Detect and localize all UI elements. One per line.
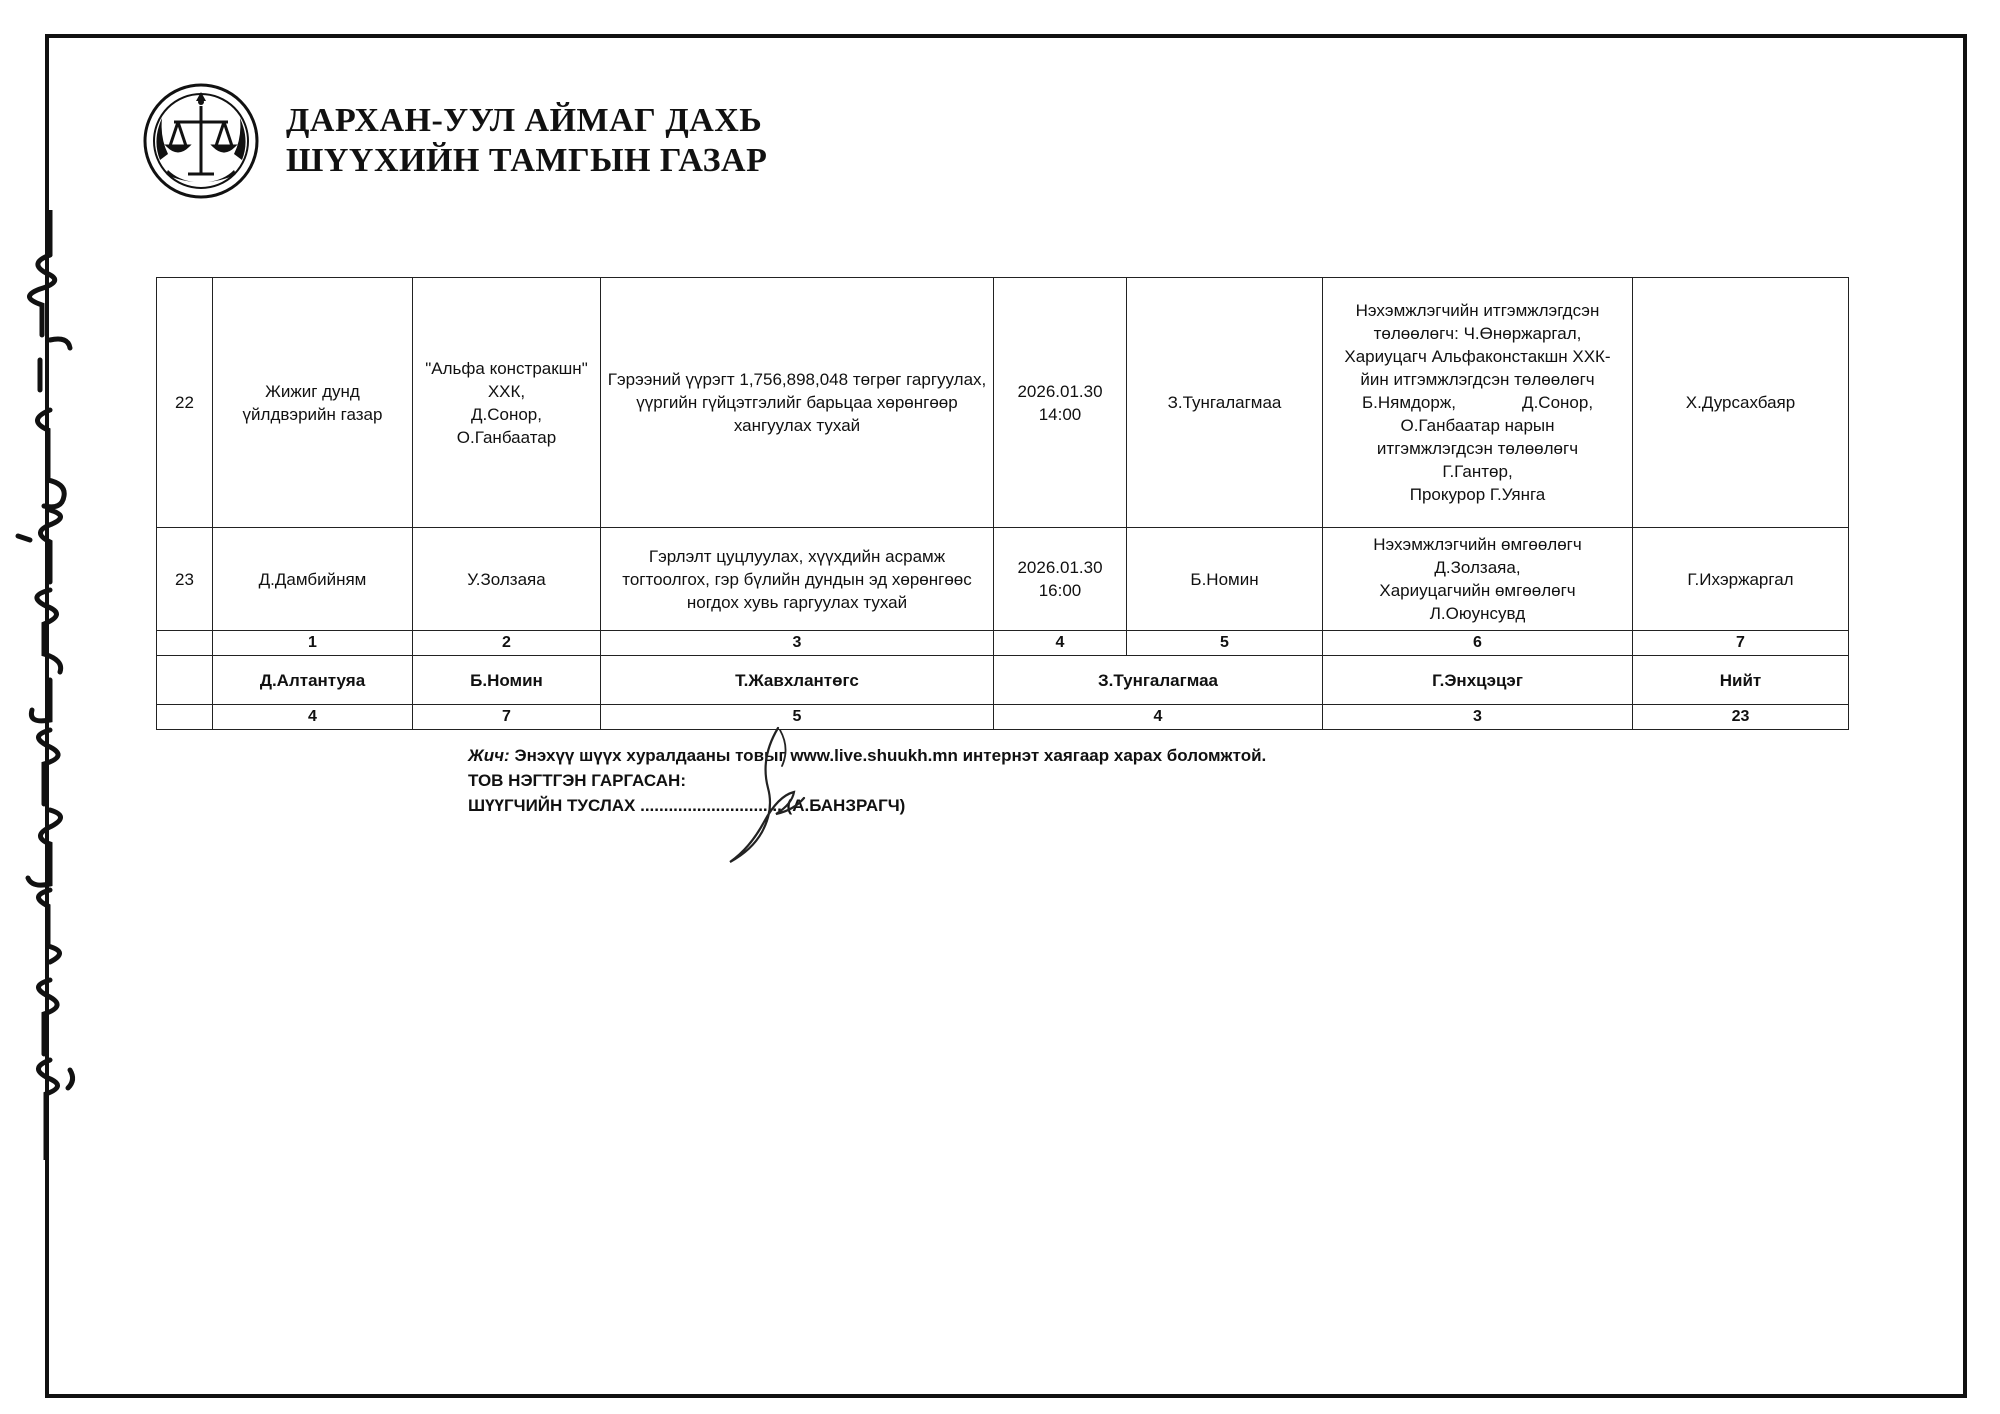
count-summary-row xyxy=(157,705,1849,730)
hearing-time: 16:00 xyxy=(1038,581,1082,600)
case-number-cell: 23 xyxy=(157,528,213,631)
participant-line: Нэхэмжлэгчийн итгэмжлэгдсэн xyxy=(1355,301,1600,320)
empty-cell xyxy=(157,656,213,705)
participant-line: Нэхэмжлэгчийн өмгөөлөгч xyxy=(1373,535,1582,554)
defendant-line: О.Ганбаатар xyxy=(456,427,557,447)
defendant-line: Д.Сонор, xyxy=(471,404,542,424)
column-number: 3 xyxy=(601,631,994,656)
table-row xyxy=(157,528,1849,631)
defendant-line: У.Золзаяа xyxy=(467,569,546,589)
note-line xyxy=(468,743,1266,768)
prepared-label: ТОВ НЭГТГЭН ГАРГАСАН: xyxy=(468,771,686,790)
note-prefix: Жич: xyxy=(468,746,510,765)
office-title-line-2: ШҮҮХИЙН ТАМГЫН ГАЗАР xyxy=(286,142,768,179)
hearing-schedule-table xyxy=(156,277,1849,730)
case-number-cell: 22 xyxy=(157,278,213,528)
defendant-line: ХХК, xyxy=(487,381,526,401)
participants-cell xyxy=(1323,528,1633,631)
participant-line: төлөөлөгч: Ч.Өнөржаргал, xyxy=(1373,324,1582,343)
datetime-cell xyxy=(994,528,1127,631)
summary-count: 4 xyxy=(213,705,413,730)
assistant-line xyxy=(468,793,1266,818)
footer-note xyxy=(468,743,1266,818)
participant-line: Г.Гантөр, xyxy=(1442,462,1513,481)
claim-cell: Гэрлэлт цуцлуулах, хүүхдийн асрамж тогтоолгох, гэр бүлийн дундын эд хөрөнгөөс ногдох хувь гаргуулах тухай xyxy=(601,528,994,631)
column-number: 4 xyxy=(994,631,1127,656)
summary-name: Т.Жавхлантөгс xyxy=(601,656,994,705)
plaintiff-cell: Д.Дамбийням xyxy=(213,528,413,631)
judge-cell: Б.Номин xyxy=(1127,528,1323,631)
column-number: 5 xyxy=(1127,631,1323,656)
participant-line: Б.Нямдорж, Д.Сонор, xyxy=(1361,393,1594,412)
participant-line: йин итгэмжлэгдсэн төлөөлөгч xyxy=(1360,370,1595,389)
office-title-line-1: ДАРХАН-УУЛ АЙМАГ ДАХЬ xyxy=(286,102,763,139)
participant-line: Прокурор Г.Уянга xyxy=(1409,485,1546,504)
clerk-cell: Х.Дурсахбаяр xyxy=(1633,278,1849,528)
handwritten-signature-icon xyxy=(700,718,860,868)
participants-cell xyxy=(1323,278,1633,528)
empty-cell xyxy=(157,631,213,656)
participant-line: Хариуцагчийн өмгөөлөгч xyxy=(1379,581,1576,600)
summary-name: З.Тунгалагмаа xyxy=(994,656,1323,705)
judge-summary-row xyxy=(157,656,1849,705)
participant-line: итгэмжлэгдсэн төлөөлөгч xyxy=(1376,439,1579,458)
defendant-cell xyxy=(413,278,601,528)
summary-count: 5 xyxy=(601,705,994,730)
hearing-date: 2026.01.30 xyxy=(1017,381,1103,401)
participant-line: Хариуцагч Альфаконстакшн ХХК- xyxy=(1344,347,1611,366)
office-title xyxy=(286,101,767,181)
summary-name: Д.Алтантуяа xyxy=(213,656,413,705)
clerk-cell: Г.Ихэржаргал xyxy=(1633,528,1849,631)
court-scales-emblem-icon xyxy=(138,78,264,204)
column-number: 6 xyxy=(1323,631,1633,656)
hearing-time: 14:00 xyxy=(1038,404,1082,424)
column-number-row xyxy=(157,631,1849,656)
summary-name: Г.Энхцэцэг xyxy=(1323,656,1633,705)
hearing-date: 2026.01.30 xyxy=(1017,558,1103,577)
claim-cell: Гэрээний үүрэгт 1,756,898,048 төгрөг гаргуулах, үүргийн гүйцэтгэлийг барьцаа хөрөнгөөр хангуулах тухай xyxy=(601,278,994,528)
plaintiff-cell: Жижиг дунд үйлдвэрийн газар xyxy=(213,278,413,528)
defendant-cell xyxy=(413,528,601,631)
defendant-line: "Альфа констракшн" xyxy=(425,358,588,378)
datetime-cell xyxy=(994,278,1127,528)
mongolian-script-motto-icon xyxy=(0,210,100,1160)
court-header xyxy=(138,78,767,204)
empty-cell xyxy=(157,705,213,730)
summary-count: 23 xyxy=(1633,705,1849,730)
summary-count: 4 xyxy=(994,705,1323,730)
participant-line: Л.Оюунсувд xyxy=(1429,604,1526,623)
column-number: 7 xyxy=(1633,631,1849,656)
signature-dots: .............................. xyxy=(640,796,782,815)
participant-line: Д.Золзаяа, xyxy=(1434,558,1521,577)
column-number: 1 xyxy=(213,631,413,656)
summary-name: Нийт xyxy=(1633,656,1849,705)
judge-cell: З.Тунгалагмаа xyxy=(1127,278,1323,528)
summary-count: 3 xyxy=(1323,705,1633,730)
assistant-label: ШҮҮГЧИЙН ТУСЛАХ xyxy=(468,796,636,815)
table-row xyxy=(157,278,1849,528)
column-number: 2 xyxy=(413,631,601,656)
assistant-name: (А.БАНЗРАГЧ) xyxy=(786,796,906,815)
summary-name: Б.Номин xyxy=(413,656,601,705)
participant-line: О.Ганбаатар нарын xyxy=(1400,416,1555,435)
note-text: Энэхүү шүүх хуралдааны товыг www.live.shuukh.mn интернэт хаягаар харах боломжтой. xyxy=(514,746,1267,765)
summary-count: 7 xyxy=(413,705,601,730)
